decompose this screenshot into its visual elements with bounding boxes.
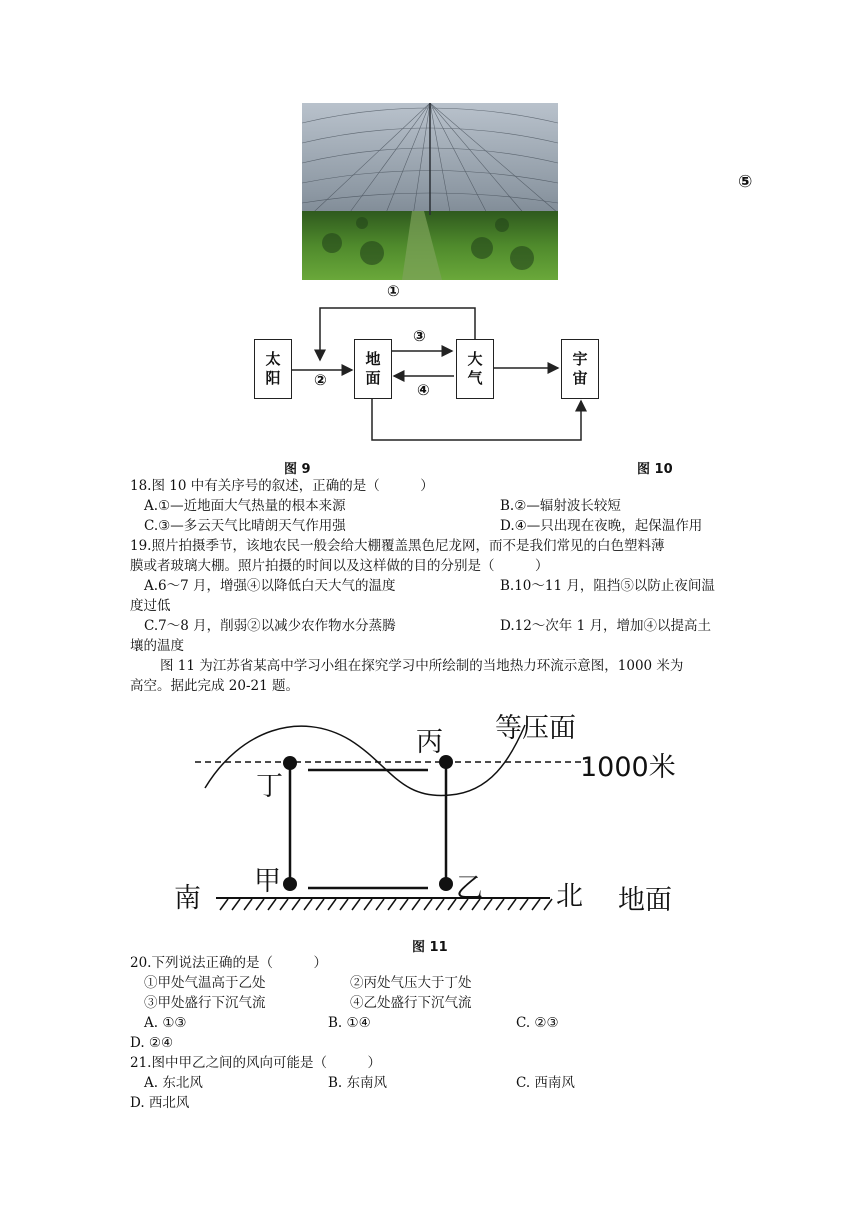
photo-marker: ⑤: [738, 172, 753, 192]
intro-line-1: 图 11 为江苏省某高中学习小组在探究学习中所绘制的当地热力环流示意图，1000 米为: [160, 658, 684, 674]
q18-stem: 18.图 10 中有关序号的叙述，正确的是（ ）: [130, 478, 434, 494]
q19-option-b: B.10～11 月，阻挡⑤以防止夜间温: [500, 578, 715, 594]
point-bing: 丙: [416, 727, 443, 758]
q20-stem: 20.下列说法正确的是（ ）: [130, 955, 327, 971]
q19-stem-2: 膜或者玻璃大棚。照片拍摄的时间以及这样做的目的分别是（ ）: [130, 558, 549, 574]
label-2: ②: [314, 371, 327, 389]
q19-option-a: A.6～7 月，增强④以降低白天大气的温度: [144, 578, 396, 594]
q21-option-d: D. 西北风: [130, 1095, 190, 1111]
q20-statement-1: ①甲处气温高于乙处: [144, 975, 266, 991]
fig10-caption: 图 10: [637, 462, 673, 477]
q20-option-b: B. ①④: [328, 1015, 371, 1031]
q21-option-b: B. 东南风: [328, 1075, 388, 1091]
ground-label: 地面: [618, 885, 672, 916]
q18-option-b: B.②—辐射波长较短: [500, 498, 621, 514]
q20-statement-2: ②丙处气压大于丁处: [350, 975, 472, 991]
q20-option-c: C. ②③: [516, 1015, 559, 1031]
atmosphere-box: 大 气: [456, 339, 494, 399]
q21-option-c: C. 西南风: [516, 1075, 575, 1091]
q20-statement-4: ④乙处盛行下沉气流: [350, 995, 472, 1011]
label-4: ④: [417, 381, 430, 399]
q19-option-d-cont: 壤的温度: [130, 638, 184, 654]
q19-option-d: D.12～次年 1 月，增加④以提高土: [500, 618, 711, 634]
q19-stem-1: 19.照片拍摄季节，该地农民一般会给大棚覆盖黑色尼龙网，而不是我们常见的白色塑料薄: [130, 538, 665, 554]
isobar-label: 等压面: [495, 713, 576, 744]
point-ding: 丁: [256, 771, 283, 802]
point-yi: 乙: [456, 873, 483, 904]
space-box: 宇 宙: [561, 339, 599, 399]
q21-stem: 21.图中甲乙之间的风向可能是（ ）: [130, 1055, 381, 1071]
q20-option-a: A. ①③: [144, 1015, 187, 1031]
q19-option-c: C.7～8 月，削弱②以减少农作物水分蒸腾: [144, 618, 396, 634]
label-1: ①: [387, 282, 400, 300]
height-label: 1000米: [580, 752, 676, 783]
q18-option-a: A.①—近地面大气热量的根本来源: [144, 498, 346, 514]
label-3: ③: [413, 327, 426, 345]
fig9-caption: 图 9: [284, 462, 311, 477]
north-label: 北: [556, 881, 583, 912]
greenhouse-photo: [302, 103, 558, 280]
q18-option-d: D.④—只出现在夜晚，起保温作用: [500, 518, 703, 534]
fig11-caption: 图 11: [412, 940, 448, 955]
point-jia: 甲: [254, 866, 281, 897]
q20-option-d: D. ②④: [130, 1035, 174, 1051]
q18-option-c: C.③—多云天气比晴朗天气作用强: [144, 518, 346, 534]
q20-statement-3: ③甲处盛行下沉气流: [144, 995, 266, 1011]
south-label: 南: [174, 883, 201, 914]
sun-box: 太 阳: [254, 339, 292, 399]
q19-option-b-cont: 度过低: [130, 598, 171, 614]
ground-box: 地 面: [354, 339, 392, 399]
intro-line-2: 高空。据此完成 20-21 题。: [130, 678, 300, 694]
q21-option-a: A. 东北风: [144, 1075, 203, 1091]
